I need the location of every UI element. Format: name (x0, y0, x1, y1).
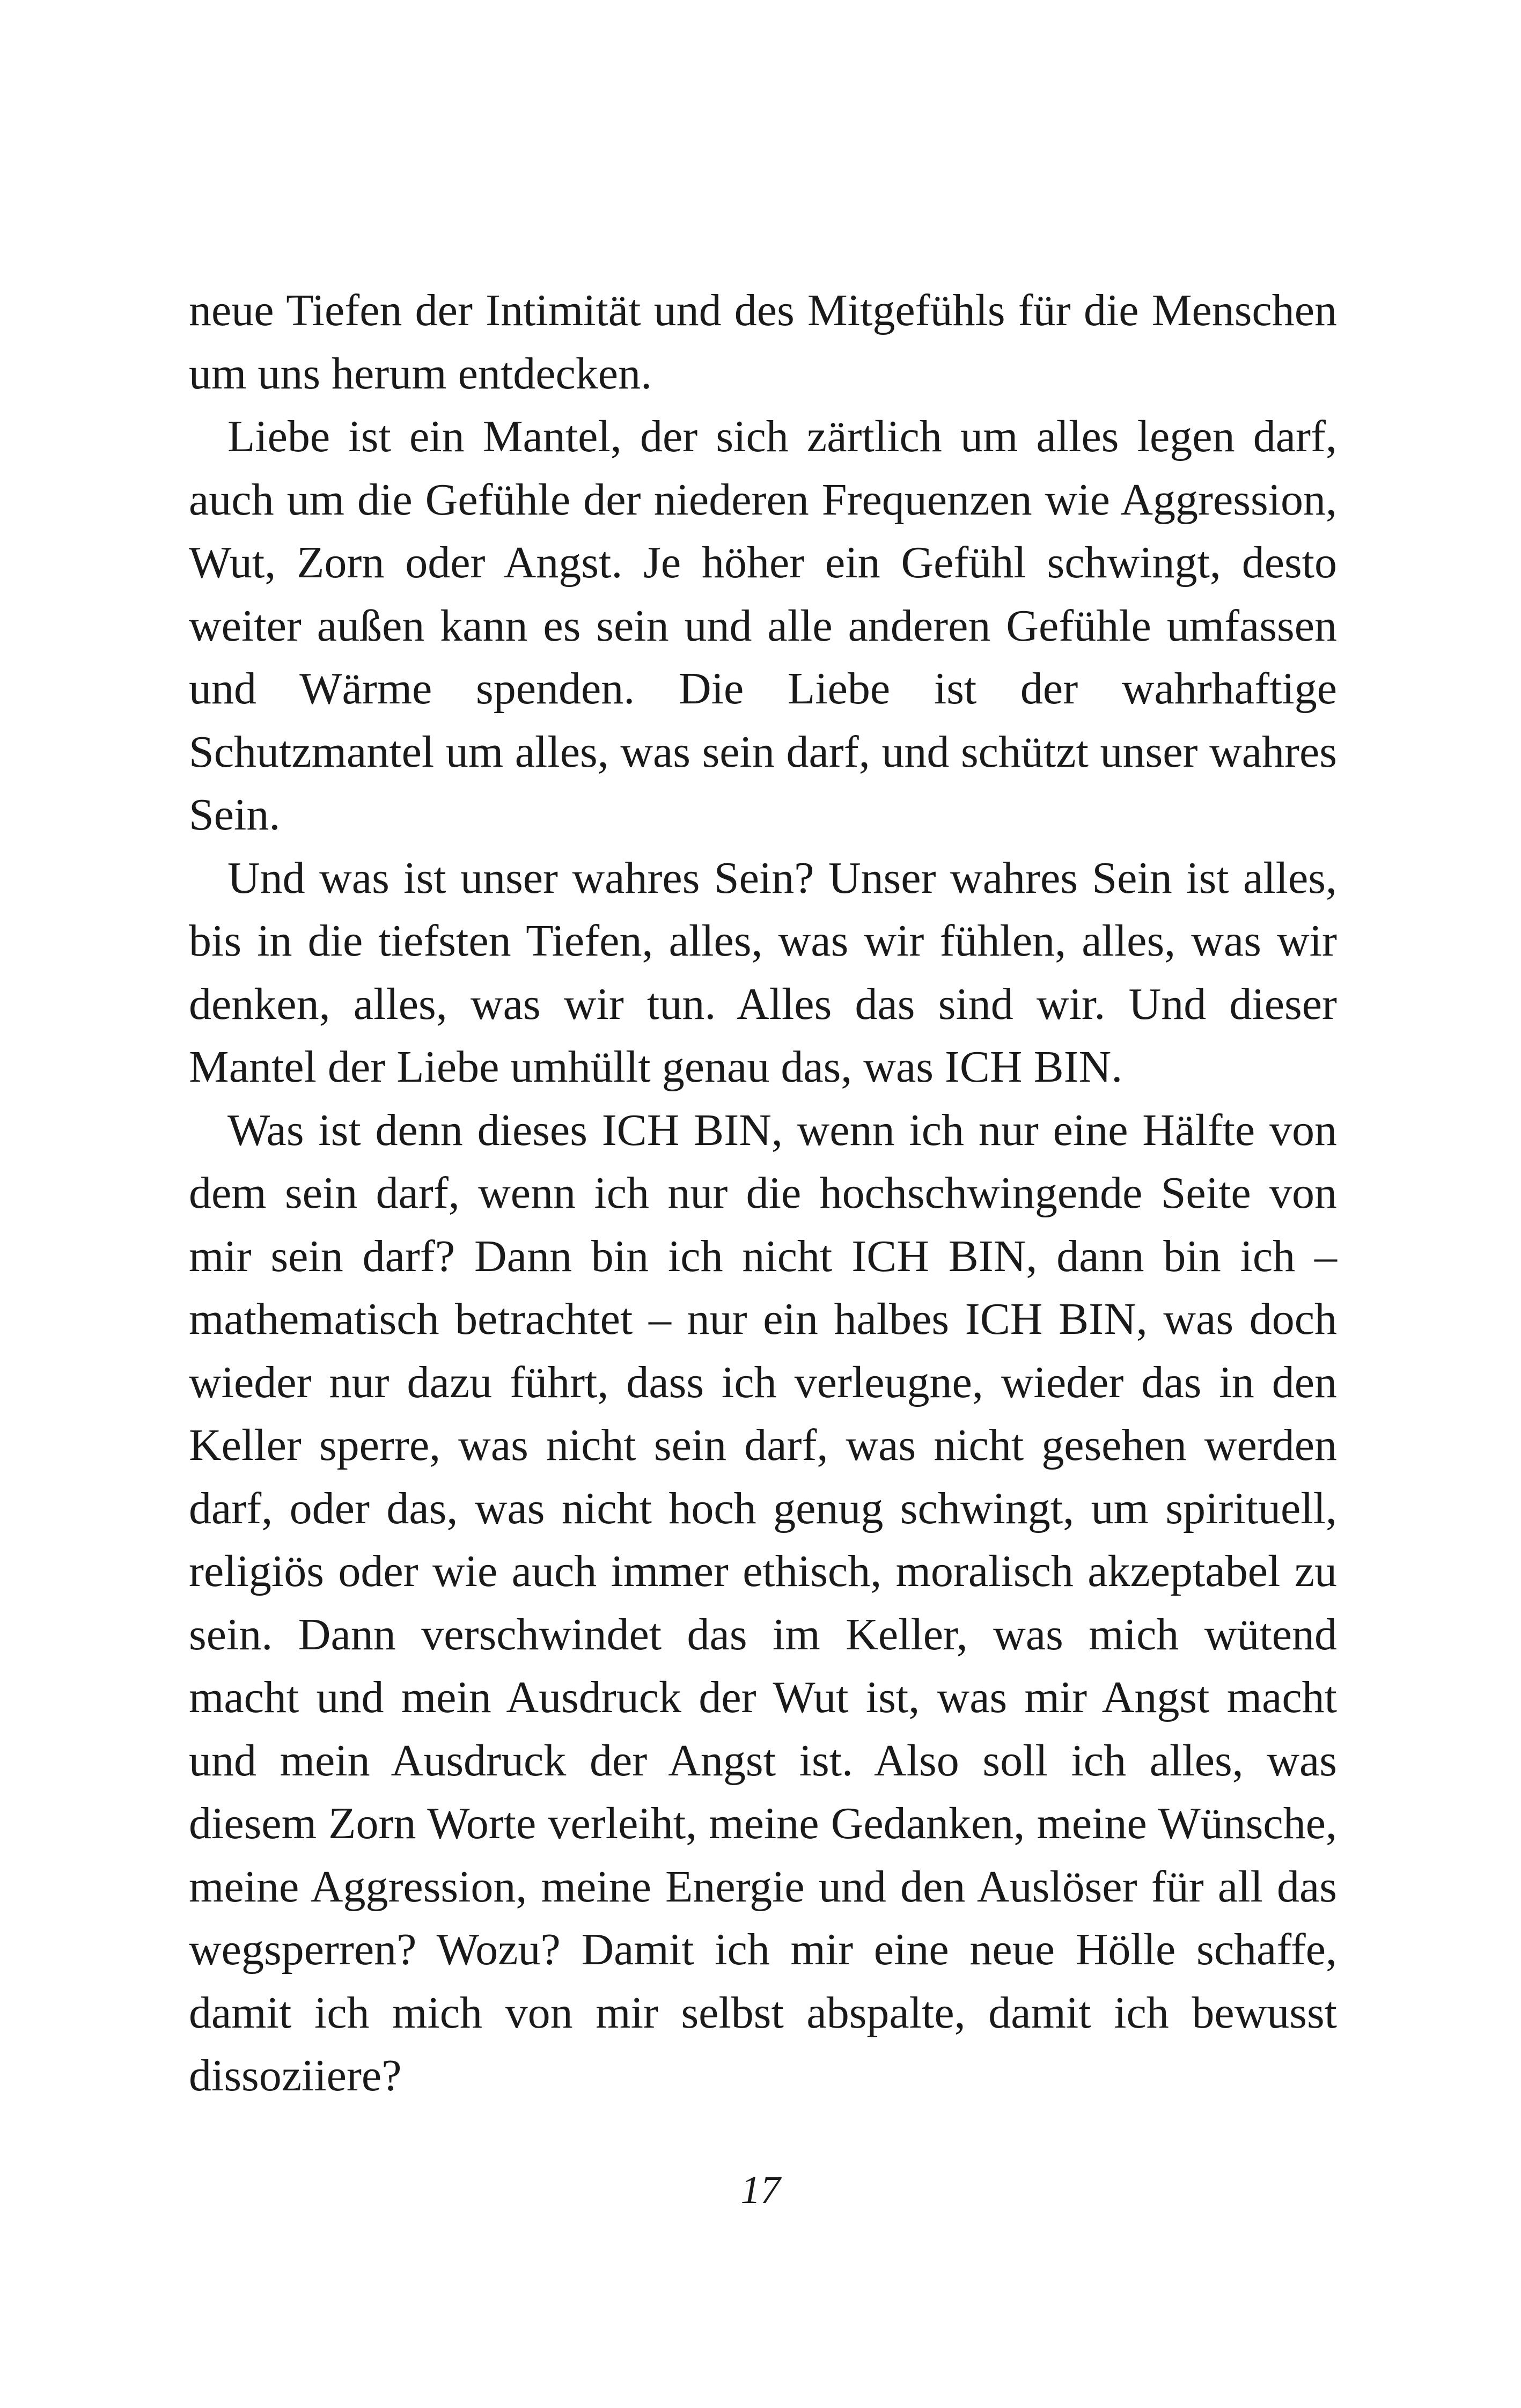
paragraph-2: Liebe ist ein Mantel, der sich zärtlich um alles legen darf, auch um die Gefühle der niederen Frequenzen wie Aggression, Wut, Zorn oder Angst. Je höher ein Gefühl schwingt, desto weiter außen kann es sein und alle anderen Gefühle umfassen und Wärme spenden. Die Liebe ist der wahrhaftige Schutzmantel um alles, was sein darf, und schützt unser wahres Sein. (189, 412, 1337, 840)
paragraph-3: Und was ist unser wahres Sein? Unser wahres Sein ist alles, bis in die tiefsten Tiefen, alles, was wir fühlen, alles, was wir denken, alles, was wir tun. Alles das sind wir. Und dieser Mantel der Liebe umhüllt genau das, was ICH BIN. (189, 853, 1337, 1092)
paragraph-4: Was ist denn dieses ICH BIN, wenn ich nur eine Hälfte von dem sein darf, wenn ich nur die hochschwingende Seite von mir sein darf? Dann bin ich nicht ICH BIN, dann bin ich – mathematisch betrachtet – nur ein halbes ICH BIN, was doch wieder nur dazu führt, dass ich verleugne, wieder das in den Keller sperre, was nicht sein darf, was nicht gesehen werden darf, oder das, was nicht hoch genug schwingt, um spirituell, religiös oder wie auch immer ethisch, moralisch akzeptabel zu sein. Dann verschwindet das im Keller, was mich wütend macht und mein Ausdruck der Wut ist, was mir Angst macht und mein Ausdruck der Angst ist. Also soll ich alles, was diesem Zorn Worte verleiht, meine Gedanken, meine Wünsche, meine Aggression, meine Energie und den Auslöser für all das wegsperren? Wozu? Damit ich mir eine neue Hölle schaffe, damit ich mich von mir selbst abspalte, damit ich bewusst dissoziiere? (189, 1105, 1337, 2101)
paragraph-1: neue Tiefen der Intimität und des Mitgefühls für die Menschen um uns herum entdecken. (189, 285, 1337, 399)
body-text (189, 279, 1337, 2108)
page-number: 17 (740, 2168, 781, 2212)
